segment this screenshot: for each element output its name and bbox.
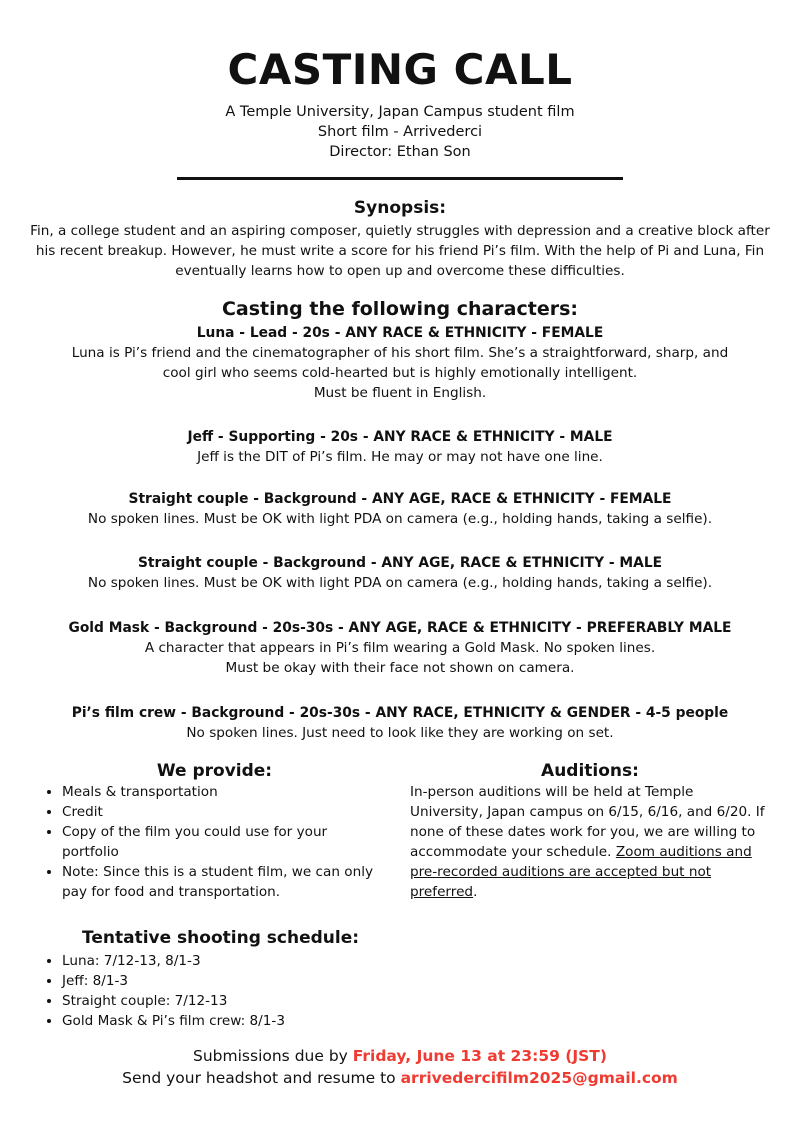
schedule-heading: Tentative shooting schedule:	[82, 928, 360, 948]
director-line: Director: Ethan Son	[329, 144, 471, 160]
role-title: Jeff - Supporting - 20s - ANY RACE & ETHNICITY - MALE	[187, 429, 613, 445]
role-couple-male	[20, 553, 780, 593]
role-description	[20, 723, 780, 743]
role-description	[20, 343, 780, 403]
role-couple-female	[20, 489, 780, 529]
auditions-heading: Auditions:	[541, 761, 639, 781]
role-film-crew	[20, 703, 780, 743]
role-desc-line: Luna is Pi’s friend and the cinematographer of his short film. She’s a straightforward, sharp, and	[71, 345, 729, 361]
role-luna	[20, 323, 780, 403]
divider	[177, 177, 623, 180]
list-item: • Jeff: 8/1-3	[62, 971, 402, 991]
we-provide-section	[42, 760, 387, 902]
role-jeff	[20, 427, 780, 467]
casting-heading: Casting the following characters:	[221, 298, 579, 320]
role-desc-line: cool girl who seems cold-hearted but is highly emotionally intelligent.	[162, 365, 638, 381]
role-title: Gold Mask - Background - 20s-30s - ANY AGE, RACE & ETHNICITY - PREFERABLY MALE	[68, 620, 732, 636]
contact-email[interactable]: arrivedercifilm2025@gmail.com	[400, 1069, 678, 1087]
deadline-line	[0, 1045, 800, 1067]
role-description	[20, 638, 780, 678]
role-desc-line: Must be okay with their face not shown on camera.	[225, 660, 575, 676]
list-item: • Gold Mask & Pi’s film crew: 8/1-3	[62, 1011, 402, 1031]
we-provide-list	[42, 782, 387, 902]
role-description	[20, 573, 780, 593]
role-desc-line: No spoken lines. Must be OK with light PDA on camera (e.g., holding hands, taking a selfie).	[87, 575, 713, 591]
contact-label: Send your headshot and resume to	[122, 1069, 401, 1087]
role-desc-line: A character that appears in Pi’s film wearing a Gold Mask. No spoken lines.	[144, 640, 656, 656]
list-item: • Meals & transportation	[62, 782, 387, 802]
auditions-period: .	[473, 884, 478, 900]
role-desc-line: Must be fluent in English.	[313, 385, 487, 401]
role-title: Straight couple - Background - ANY AGE, RACE & ETHNICITY - MALE	[137, 555, 663, 571]
deadline-date: Friday, June 13 at 23:59 (JST)	[352, 1047, 607, 1065]
role-gold-mask	[20, 618, 780, 678]
auditions-section	[410, 760, 770, 902]
list-item: • Credit	[62, 802, 387, 822]
film-title-line: Short film - Arrivederci	[317, 124, 483, 140]
role-desc-line: Jeff is the DIT of Pi’s film. He may or may not have one line.	[197, 449, 603, 465]
role-title: Straight couple - Background - ANY AGE, RACE & ETHNICITY - FEMALE	[128, 491, 672, 507]
role-desc-line: No spoken lines. Must be OK with light PDA on camera (e.g., holding hands, taking a selfie).	[87, 511, 713, 527]
role-title: Luna - Lead - 20s - ANY RACE & ETHNICITY - FEMALE	[196, 325, 604, 341]
auditions-remote-note: Zoom auditions and pre-recorded auditions are accepted but not preferred	[410, 844, 752, 900]
shooting-schedule-section	[42, 927, 402, 1031]
film-info	[0, 102, 800, 162]
role-title: Pi’s film crew - Background - 20s-30s - ANY RACE, ETHNICITY & GENDER - 4-5 people	[71, 705, 729, 721]
synopsis-text: Fin, a college student and an aspiring composer, quietly struggles with depression and a creative block after his recent breakup. However, he must write a score for his friend Pi’s film. With the help of Pi and Luna, Fin eventually learns how to open up and overcome these difficulties.	[30, 223, 770, 279]
page-title: CASTING CALL	[227, 45, 573, 94]
contact-line	[0, 1067, 800, 1089]
school-line: A Temple University, Japan Campus student film	[225, 104, 575, 120]
schedule-list	[42, 951, 402, 1031]
we-provide-heading: We provide:	[156, 761, 273, 781]
deadline-label: Submissions due by	[193, 1047, 353, 1065]
list-item: • Copy of the film you could use for your portfolio	[62, 822, 387, 862]
auditions-info: In-person auditions will be held at Temple University, Japan campus on 6/15, 6/16, and 6/20. If none of these dates work for you, we are willing to accommodate your schedule.	[410, 784, 765, 860]
synopsis-heading: Synopsis:	[353, 198, 447, 218]
role-desc-line: No spoken lines. Just need to look like they are working on set.	[186, 725, 614, 741]
list-item: • Straight couple: 7/12-13	[62, 991, 402, 1011]
auditions-text	[410, 782, 770, 902]
role-description	[20, 447, 780, 467]
role-description	[20, 509, 780, 529]
list-item: • Note: Since this is a student film, we can only pay for food and transportation.	[62, 862, 387, 902]
list-item: • Luna: 7/12-13, 8/1-3	[62, 951, 402, 971]
submission-footer	[0, 1045, 800, 1089]
